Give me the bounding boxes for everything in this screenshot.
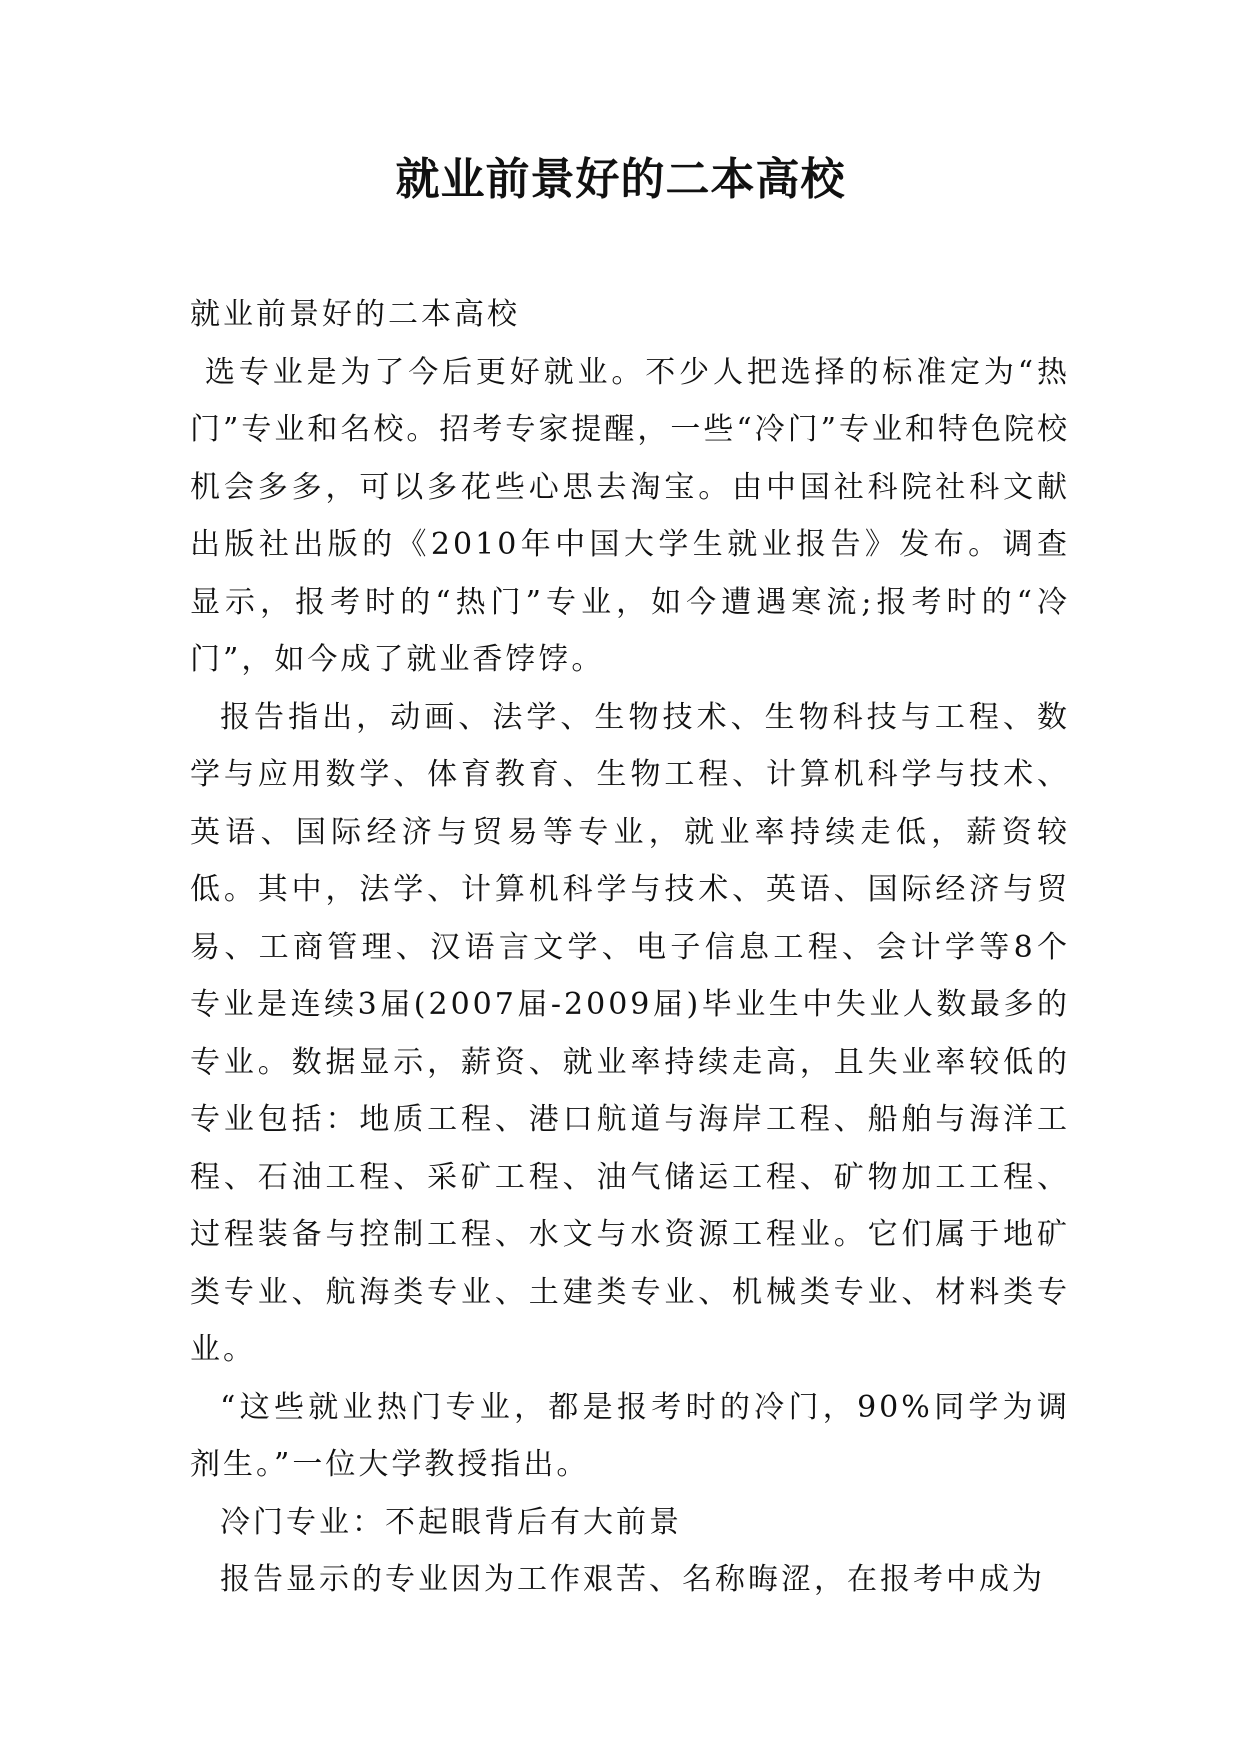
paragraph-subtitle: 就业前景好的二本高校: [190, 297, 520, 332]
paragraph-continued: 报告显示的专业因为工作艰苦、名称晦涩，在报考中成为: [220, 1562, 1045, 1597]
paragraph-heading: 冷门专业：不起眼背后有大前景: [220, 1504, 682, 1540]
paragraph-intro: 选专业是为了今后更好就业。不少人把选择的标准定为“热门”专业和名校。招考专家提醒，一些“冷门”专业和特色院校机会多多，可以多花些心思去淘宝。由中国社科院社科文献出版社出版的《2010年中国大学生就业报告》发布。调查显示，报考时的“热门”专业，如今遭遇寒流;报考时的“冷门”，如今成了就业香饽饽。: [190, 354, 1071, 677]
document-title: 就业前景好的二本高校: [395, 154, 846, 205]
paragraph-report: 报告指出，动画、法学、生物技术、生物科技与工程、数学与应用数学、体育教育、生物工程、计算机科学与技术、英语、国际经济与贸易等专业，就业率持续走低，薪资较低。其中，法学、计算机科学与技术、英语、国际经济与贸易、工商管理、汉语言文学、电子信息工程、会计学等8个专业是连续3届(2007届-2009届)毕业生中失业人数最多的专业。数据显示，薪资、就业率持续走高，且失业率较低的专业包括：地质工程、港口航道与海岸工程、船舶与海洋工程、石油工程、采矿工程、油气储运工程、矿物加工工程、过程装备与控制工程、水文与水资源工程业。它们属于地矿类专业、航海类专业、土建类专业、机械类专业、材料类专业。: [190, 699, 1070, 1367]
paragraph-quote: “这些就业热门专业，都是报考时的冷门，90%同学为调剂生。”一位大学教授指出。: [190, 1389, 1070, 1482]
document-body: [190, 286, 1070, 1609]
